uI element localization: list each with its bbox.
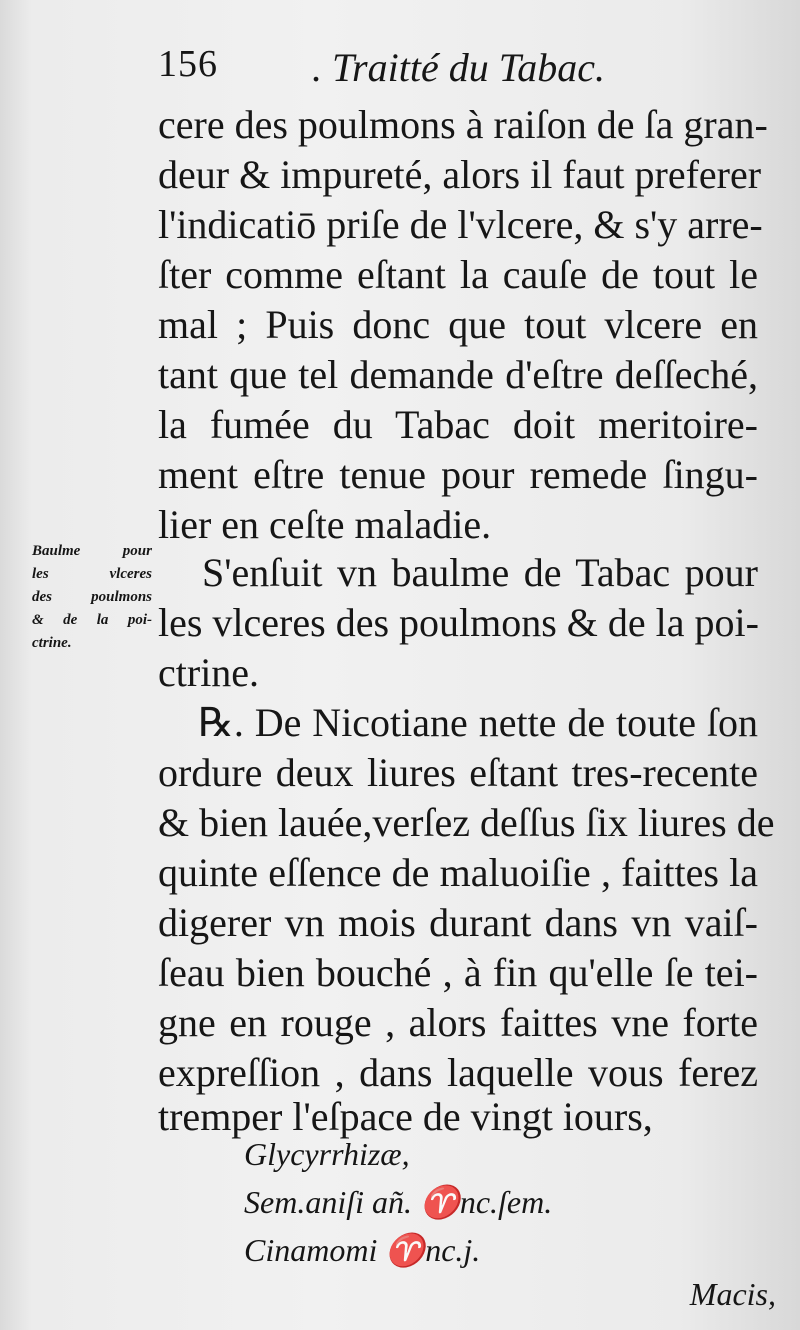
page-number: 156: [158, 43, 218, 85]
ingredient-line: Sem.aniſi añ. ♈nc.ſem.: [244, 1184, 553, 1220]
margin-note-line: & de la poi-: [32, 612, 152, 628]
text-line: ctrine.: [158, 650, 260, 695]
running-title: . Traitté du Tabac.: [312, 45, 606, 90]
text-line: deur & impureté, alors il faut preferer: [158, 152, 762, 197]
catchword: Macis,: [689, 1276, 776, 1312]
text-line: ordure deux liures eſtant tres-recente: [158, 750, 758, 795]
text-line: digerer vn mois durant dans vn vaiſ-: [158, 900, 758, 945]
margin-note: [32, 540, 152, 655]
text-line: ſter comme eſtant la cauſe de tout le: [158, 252, 758, 297]
text-line: S'enſuit vn baulme de Tabac pour: [202, 550, 758, 595]
margin-note-line: des poulmons: [32, 589, 152, 605]
text-line: lier en ceſte maladie.: [158, 502, 492, 547]
margin-note-line: ctrine.: [32, 635, 72, 651]
margin-note-line: les vlceres: [32, 566, 152, 582]
text-line: ment eſtre tenue pour remede ſingu-: [158, 452, 758, 497]
running-head: [158, 42, 638, 102]
text-line: ℞. De Nicotiane nette de toute ſon: [198, 700, 758, 745]
text-line: cere des poulmons à raiſon de ſa gran-: [158, 102, 768, 147]
text-line: les vlceres des poulmons & de la poi-: [158, 600, 759, 645]
ingredient-line: Cinamomi ♈nc.j.: [244, 1232, 481, 1268]
text-line: tremper l'eſpace de vingt iours,: [158, 1094, 653, 1139]
text-line: mal ; Puis donc que tout vlcere en: [158, 302, 758, 347]
text-line: & bien lauée,verſez deſſus ſix liures de: [158, 800, 775, 845]
text-line: la fumée du Tabac doit meritoire-: [158, 402, 758, 447]
text-line: quinte eſſence de maluoiſie , faittes la: [158, 850, 758, 895]
text-line: expreſſion , dans laquelle vous ferez: [158, 1050, 758, 1095]
ingredient-line: Glycyrrhizæ,: [244, 1136, 410, 1172]
margin-note-line: Baulme pour: [32, 543, 152, 559]
text-line: tant que tel demande d'eſtre deſſeché,: [158, 352, 758, 397]
text-line: l'indicatiō priſe de l'vlcere, & s'y arre-: [158, 202, 763, 247]
text-line: ſeau bien bouché , à fin qu'elle ſe tei-: [158, 950, 758, 995]
text-line: gne en rouge , alors faittes vne forte: [158, 1000, 758, 1045]
